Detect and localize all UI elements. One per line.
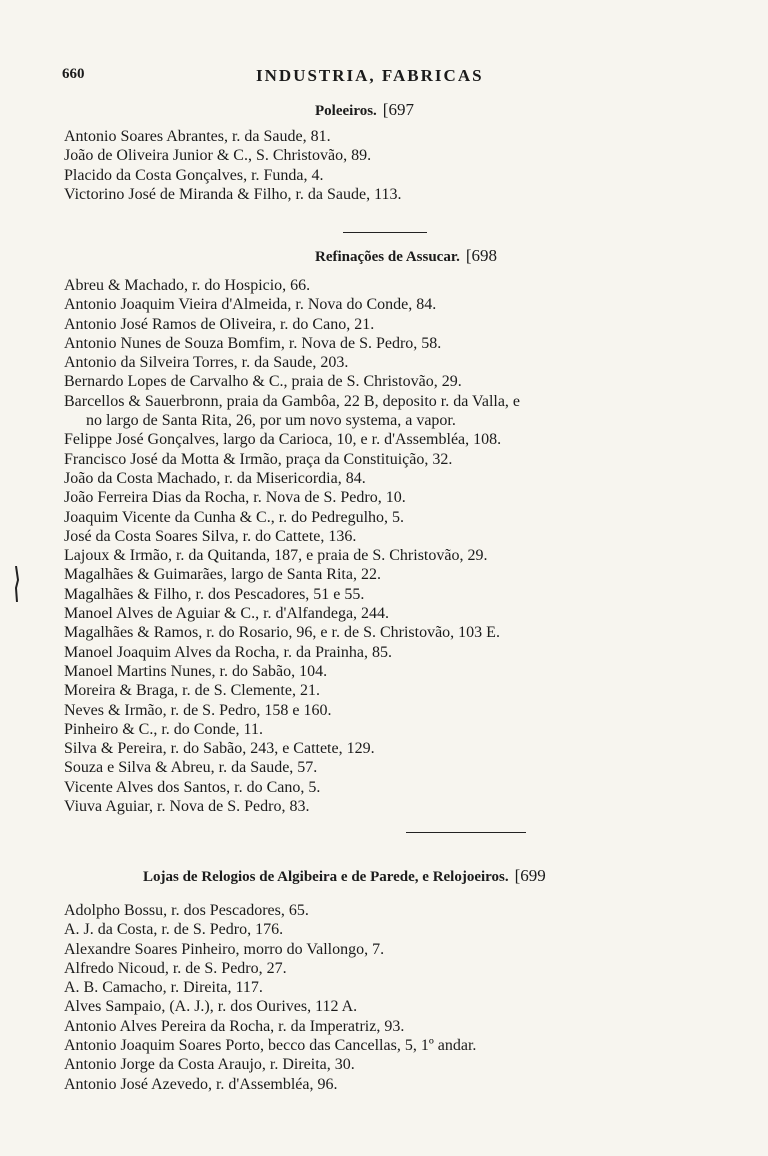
section-divider — [406, 832, 526, 833]
section-heading — [315, 100, 414, 120]
list-item: Magalhães & Guimarães, largo de Santa Rita, 22. — [64, 566, 381, 584]
list-item: Joaquim Vicente da Cunha & C., r. do Pedregulho, 5. — [64, 508, 405, 526]
section-code: [697 — [382, 100, 414, 119]
list-item: Abreu & Machado, r. do Hospicio, 66. — [64, 277, 311, 294]
list-item: Antonio Soares Abrantes, r. da Saude, 81. — [64, 128, 331, 145]
list-item: Manoel Martins Nunes, r. do Sabão, 104. — [64, 662, 328, 680]
entry-list — [64, 901, 476, 1094]
entry-list — [64, 276, 520, 816]
section-title: Lojas de Relogios de Algibeira e de Parede, e Relojoeiros. — [143, 869, 509, 885]
list-item: Antonio da Silveira Torres, r. da Saude, 203. — [64, 354, 349, 372]
list-item: José da Costa Soares Silva, r. do Cattete, 136. — [64, 527, 357, 545]
list-item: Francisco José da Motta & Irmão, praça da Constituição, 32. — [64, 450, 453, 468]
section-heading — [315, 246, 497, 266]
section-title: Poleeiros. — [315, 103, 377, 119]
list-item: Antonio Joaquim Soares Porto, becco das Cancellas, 5, 1º andar. — [64, 1037, 477, 1055]
list-item: Alves Sampaio, (A. J.), r. dos Ourives, 112 A. — [64, 998, 358, 1016]
list-item: João Ferreira Dias da Rocha, r. Nova de S. Pedro, 10. — [64, 489, 406, 507]
list-item: Viuva Aguiar, r. Nova de S. Pedro, 83. — [64, 798, 310, 816]
section-divider — [343, 232, 427, 233]
running-title: INDUSTRIA, FABRICAS — [256, 66, 484, 85]
list-item: João da Costa Machado, r. da Misericordia, 84. — [64, 469, 366, 487]
list-item: Alfredo Nicoud, r. de S. Pedro, 27. — [64, 959, 287, 977]
section-code: [698 — [465, 246, 498, 265]
list-item: A. B. Camacho, r. Direita, 117. — [64, 979, 263, 997]
list-item: Magalhães & Ramos, r. do Rosario, 96, e r. de S. Christovão, 103 E. — [64, 624, 500, 642]
list-item: Moreira & Braga, r. de S. Clemente, 21. — [64, 682, 320, 700]
list-item: Souza e Silva & Abreu, r. da Saude, 57. — [64, 759, 318, 777]
page-number: 660 — [62, 66, 85, 82]
list-item: A. J. da Costa, r. de S. Pedro, 176. — [64, 921, 284, 939]
entry-list — [64, 127, 402, 204]
list-item: Magalhães & Filho, r. dos Pescadores, 51 e 55. — [64, 585, 365, 603]
margin-mark — [14, 566, 20, 602]
list-item: Antonio José Ramos de Oliveira, r. do Cano, 21. — [64, 315, 375, 333]
list-item: Victorino José de Miranda & Filho, r. da Saude, 113. — [64, 185, 402, 203]
list-item: Vicente Alves dos Santos, r. do Cano, 5. — [64, 778, 321, 796]
list-item: Felippe José Gonçalves, largo da Carioca, 10, e r. d'Assembléa, 108. — [64, 431, 502, 449]
list-item: Placido da Costa Gonçalves, r. Funda, 4. — [64, 166, 324, 184]
section-code: [699 — [514, 866, 546, 885]
list-item: Lajoux & Irmão, r. da Quitanda, 187, e praia de S. Christovão, 29. — [64, 547, 488, 565]
page-header — [0, 66, 768, 90]
list-item: Antonio Jorge da Costa Araujo, r. Direita, 30. — [64, 1056, 355, 1074]
section-title: Refinações de Assucar. — [315, 249, 460, 265]
list-item: Antonio Nunes de Souza Bomfim, r. Nova de S. Pedro, 58. — [64, 334, 442, 352]
list-item: Antonio José Azevedo, r. d'Assembléa, 96. — [64, 1075, 338, 1093]
list-item: Manoel Alves de Aguiar & C., r. d'Alfandega, 244. — [64, 605, 390, 623]
list-item: Barcellos & Sauerbronn, praia da Gambôa, 22 B, deposito r. da Valla, e — [64, 392, 521, 410]
list-item: Bernardo Lopes de Carvalho & C., praia de S. Christovão, 29. — [64, 373, 462, 391]
list-item: Antonio Alves Pereira da Rocha, r. da Imperatriz, 93. — [64, 1017, 405, 1035]
list-item: João de Oliveira Junior & C., S. Christovão, 89. — [64, 147, 372, 165]
list-item: Manoel Joaquim Alves da Rocha, r. da Prainha, 85. — [64, 643, 392, 661]
section-heading — [143, 866, 546, 886]
list-item: Alexandre Soares Pinheiro, morro do Vallongo, 7. — [64, 940, 385, 958]
list-item: Silva & Pereira, r. do Sabão, 243, e Cattete, 129. — [64, 740, 375, 758]
list-item: Neves & Irmão, r. de S. Pedro, 158 e 160. — [64, 701, 332, 719]
list-item: Pinheiro & C., r. do Conde, 11. — [64, 720, 263, 738]
list-item: Antonio Joaquim Vieira d'Almeida, r. Nova do Conde, 84. — [64, 296, 437, 314]
list-item-continuation: no largo de Santa Rita, 26, por um novo systema, a vapor. — [86, 412, 456, 430]
list-item: Adolpho Bossu, r. dos Pescadores, 65. — [64, 902, 309, 919]
